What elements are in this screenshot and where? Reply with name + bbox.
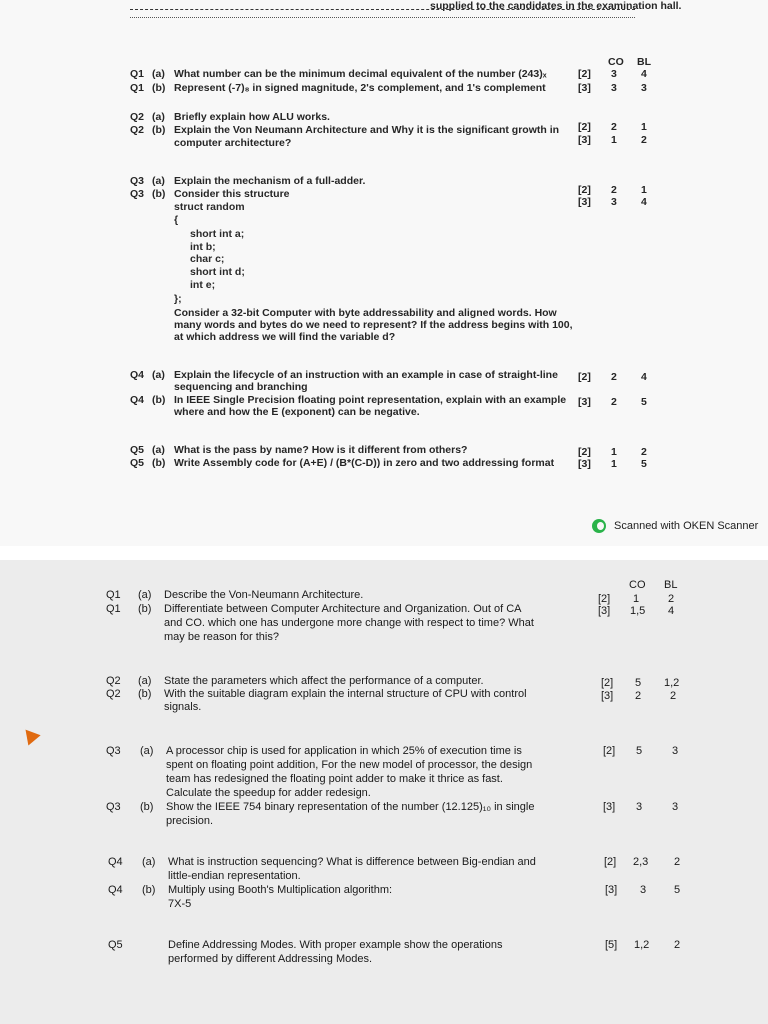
oken-scanner-logo-icon	[592, 519, 606, 533]
header-dashed-line	[130, 9, 635, 10]
scanner-watermark: Scanned with OKEN Scanner	[592, 518, 758, 534]
co-column-header: CO	[629, 579, 646, 591]
header-dotted-line	[130, 17, 635, 18]
bl-column-header: BL	[637, 56, 651, 68]
page-gap	[0, 546, 768, 560]
header-text: supplied to the candidates in the examination hall.	[430, 0, 682, 12]
bl-column-header: BL	[664, 579, 678, 591]
co-column-header: CO	[608, 56, 624, 68]
scanned-sheet-bottom: CO BL Q1 (a) Describe the Von-Neumann Architecture. [2] 1 2 Q1 (b) Differentiate between Computer Architecture and Organization. Out of CA and CO. which one has undergone more change with respect to time? What may be reason for this? [3] 1,5 4 Q2 (a) State the parameters which affect the performance of a computer. [2] 5 1,2 Q2 (b) With the suitable diagram explain the internal structure of CPU with control signals. [3] 2 2 Q3 (a) A processor chip is used for application in which 25% of execution time is spent on floating point addition, For the new model of processor, the design team has redesigned the floating point adder to make it thrice as fast. Calculate the speedup for adder redesign. [2] 5 3 Q3 (b) Show the IEEE 754 binary representation of the number (12.125)₁₀ in single precision. [3] 3 3 Q4 (a) What is instruction sequencing? What is difference between Big-endian and little-endian representation. [2] 2,3 2 Q4 (b) Multiply using Booth's Multiplication algorithm: 7X-5 [3] 3 5 Q5 Define Addressing Modes. With proper example show the operations performed by different Addressing Modes. [5] 1,2 2	[0, 560, 768, 1024]
scanned-sheet-top: supplied to the candidates in the examination hall. CO BL Q1 (a) What number can be the minimum decimal equivalent of the number (243)ₓ [2] 3 4 Q1 (b) Represent (-7)₈ in signed magnitude, 2's complement, and 1's complement [3] 3 3 Q2 (a) Briefly explain how ALU works. [2] 2 1 Q2 (b) Explain the Von Neumann Architecture and Why it is the significant growth in computer architecture? [3] 1 2 Q3 (a) Explain the mechanism of a full-adder. [2] 2 1 Q3 (b) Consider this structure [3] 3 4 struct random { short int a; int b; char c; short int d; int e; }; Consider a 32-bit Computer with byte addressability and aligned words. How many words and bytes do we need to represent? If the address begins with 100, at which address we will find the variable d? Q4 (a) Explain the lifecycle of an instruction with an example in case of straight-line sequencing and branching [2] 2 4 Q4 (b) In IEEE Single Precision floating point representation, explain with an example where and how the E (exponent) can be negative. [3] 2 5 Q5 (a) What is the pass by name? How is it different from others? [2] 1 2 Q5 (b) Write Assembly code for (A+E) / (B*(C-D)) in zero and two addressing format [3] 1 5 Scanned with OKEN Scanner	[0, 0, 768, 546]
